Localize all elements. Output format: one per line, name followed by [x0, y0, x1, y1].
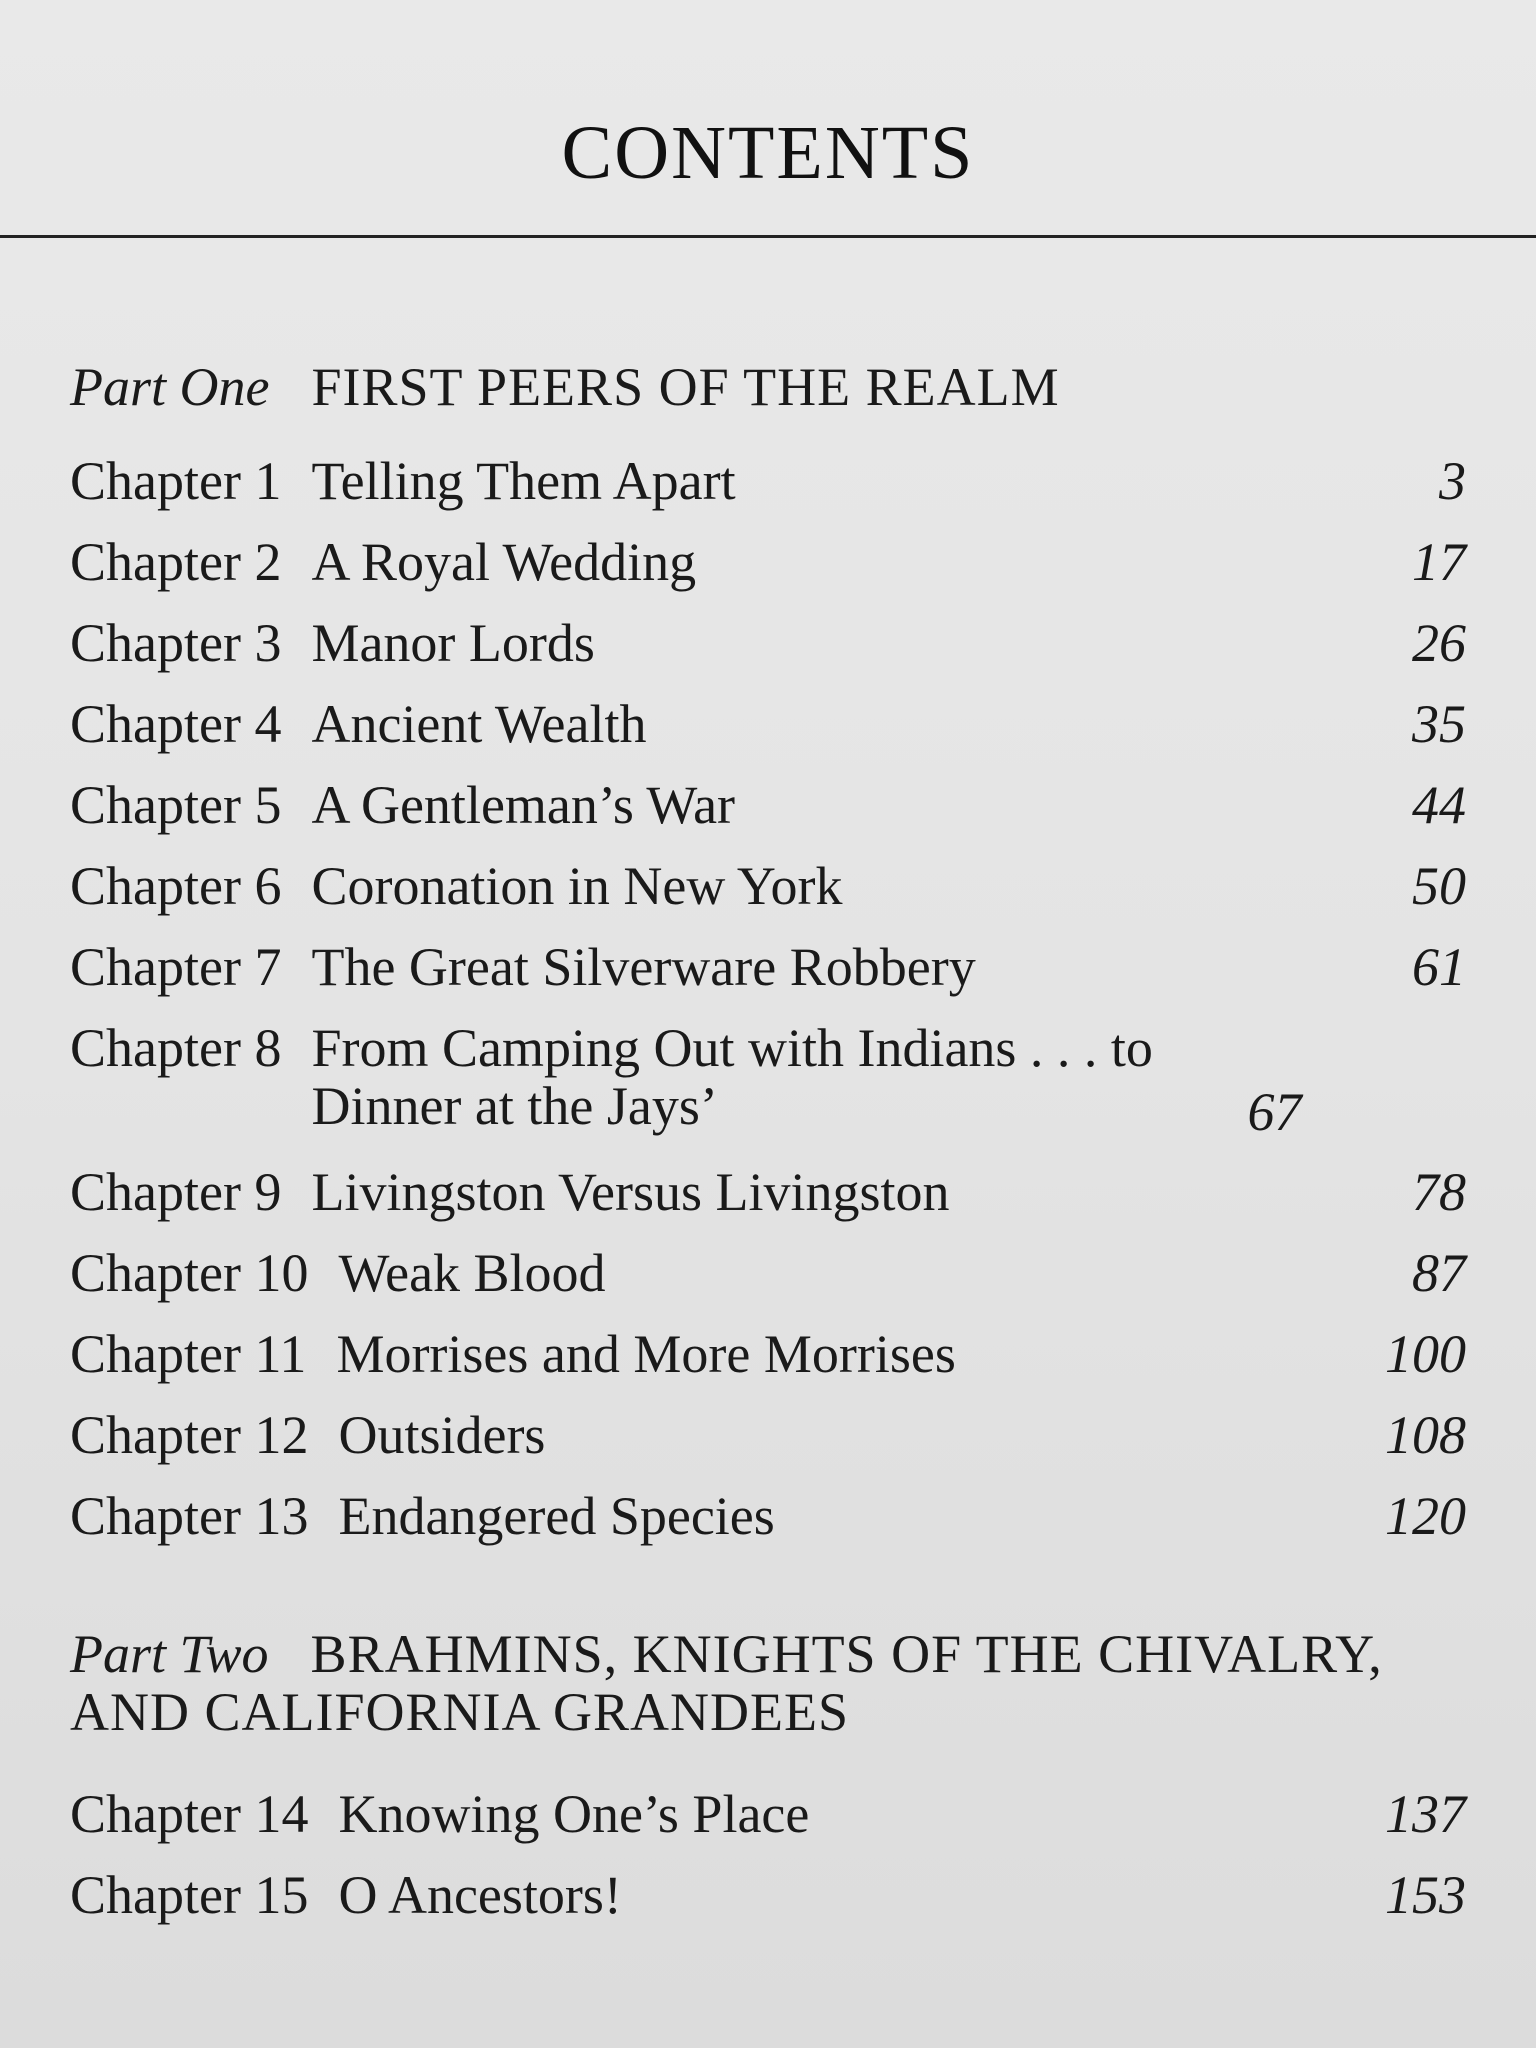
page-number: 100 — [1385, 1324, 1466, 1384]
part-two-chapter-list — [70, 1785, 1466, 1947]
toc-entry[interactable] — [70, 857, 1466, 938]
chapter-number: Chapter 12 — [70, 1405, 309, 1465]
page-number: 26 — [1412, 613, 1466, 673]
toc-entry[interactable] — [70, 1163, 1466, 1244]
chapter-title: Knowing One’s Place — [338, 1784, 810, 1844]
toc-entry[interactable] — [70, 614, 1466, 695]
page-number: 87 — [1412, 1243, 1466, 1303]
page-number: 120 — [1385, 1486, 1466, 1546]
toc-entry[interactable] — [70, 938, 1466, 1019]
part-two-heading — [70, 1625, 1390, 1741]
chapter-number: Chapter 15 — [70, 1865, 309, 1925]
part-one-chapter-list — [70, 452, 1466, 1568]
chapter-title: A Royal Wedding — [311, 532, 697, 592]
toc-entry[interactable] — [70, 1406, 1466, 1487]
part-title: BRAHMINS, KNIGHTS OF THE CHIVALRY, AND CALIFORNIA GRANDEES — [70, 1624, 1383, 1742]
chapter-title: Coronation in New York — [311, 856, 843, 916]
toc-entry[interactable] — [70, 452, 1466, 533]
chapter-number: Chapter 2 — [70, 532, 282, 592]
chapter-title: From Camping Out with Indians . . . to Dinner at the Jays’ — [311, 1018, 1153, 1136]
chapter-number: Chapter 14 — [70, 1784, 309, 1844]
part-label: Part Two — [70, 1624, 269, 1684]
chapter-number: Chapter 1 — [70, 451, 282, 511]
contents-heading: CONTENTS — [561, 111, 975, 195]
chapter-title: Outsiders — [338, 1405, 546, 1465]
heading-rule — [0, 235, 1536, 238]
toc-entry[interactable] — [70, 1244, 1466, 1325]
chapter-title: Weak Blood — [338, 1243, 606, 1303]
page-number: 153 — [1385, 1865, 1466, 1925]
chapter-title: Ancient Wealth — [311, 694, 647, 754]
page-number: 137 — [1385, 1784, 1466, 1844]
chapter-title: Livingston Versus Livingston — [311, 1162, 950, 1222]
page-number: 44 — [1412, 775, 1466, 835]
toc-entry[interactable] — [70, 1325, 1466, 1406]
toc-entry[interactable] — [70, 1487, 1466, 1568]
chapter-title: O Ancestors! — [338, 1865, 622, 1925]
page-number: 35 — [1412, 694, 1466, 754]
page-number: 108 — [1385, 1405, 1466, 1465]
page-number: 67 — [1247, 1082, 1302, 1142]
toc-entry[interactable] — [70, 1785, 1466, 1866]
chapter-number: Chapter 11 — [70, 1324, 307, 1384]
page-number: 17 — [1412, 532, 1466, 592]
chapter-title: Telling Them Apart — [311, 451, 736, 511]
part-label: Part One — [70, 357, 270, 417]
chapter-title: Morrises and More Morrises — [336, 1324, 956, 1384]
chapter-number: Chapter 4 — [70, 694, 282, 754]
chapter-number: Chapter 5 — [70, 775, 282, 835]
chapter-title: The Great Silverware Robbery — [311, 937, 976, 997]
toc-entry[interactable] — [70, 776, 1466, 857]
page-number: 3 — [1439, 451, 1466, 511]
page-number: 50 — [1412, 856, 1466, 916]
part-one-heading — [70, 358, 1466, 416]
chapter-title: A Gentleman’s War — [311, 775, 736, 835]
page-number: 61 — [1412, 937, 1466, 997]
chapter-number: Chapter 10 — [70, 1243, 309, 1303]
chapter-number: Chapter 6 — [70, 856, 282, 916]
toc-entry[interactable] — [70, 1019, 1466, 1163]
toc-entry[interactable] — [70, 695, 1466, 776]
toc-entry[interactable] — [70, 1866, 1466, 1947]
chapter-number: Chapter 7 — [70, 937, 282, 997]
toc-entry[interactable] — [70, 533, 1466, 614]
chapter-title: Manor Lords — [311, 613, 595, 673]
page-number: 78 — [1412, 1162, 1466, 1222]
chapter-number: Chapter 9 — [70, 1162, 282, 1222]
chapter-number: Chapter 13 — [70, 1486, 309, 1546]
part-title: FIRST PEERS OF THE REALM — [311, 357, 1060, 417]
chapter-title: Endangered Species — [338, 1486, 775, 1546]
chapter-number: Chapter 8 — [70, 1018, 282, 1078]
chapter-number: Chapter 3 — [70, 613, 282, 673]
